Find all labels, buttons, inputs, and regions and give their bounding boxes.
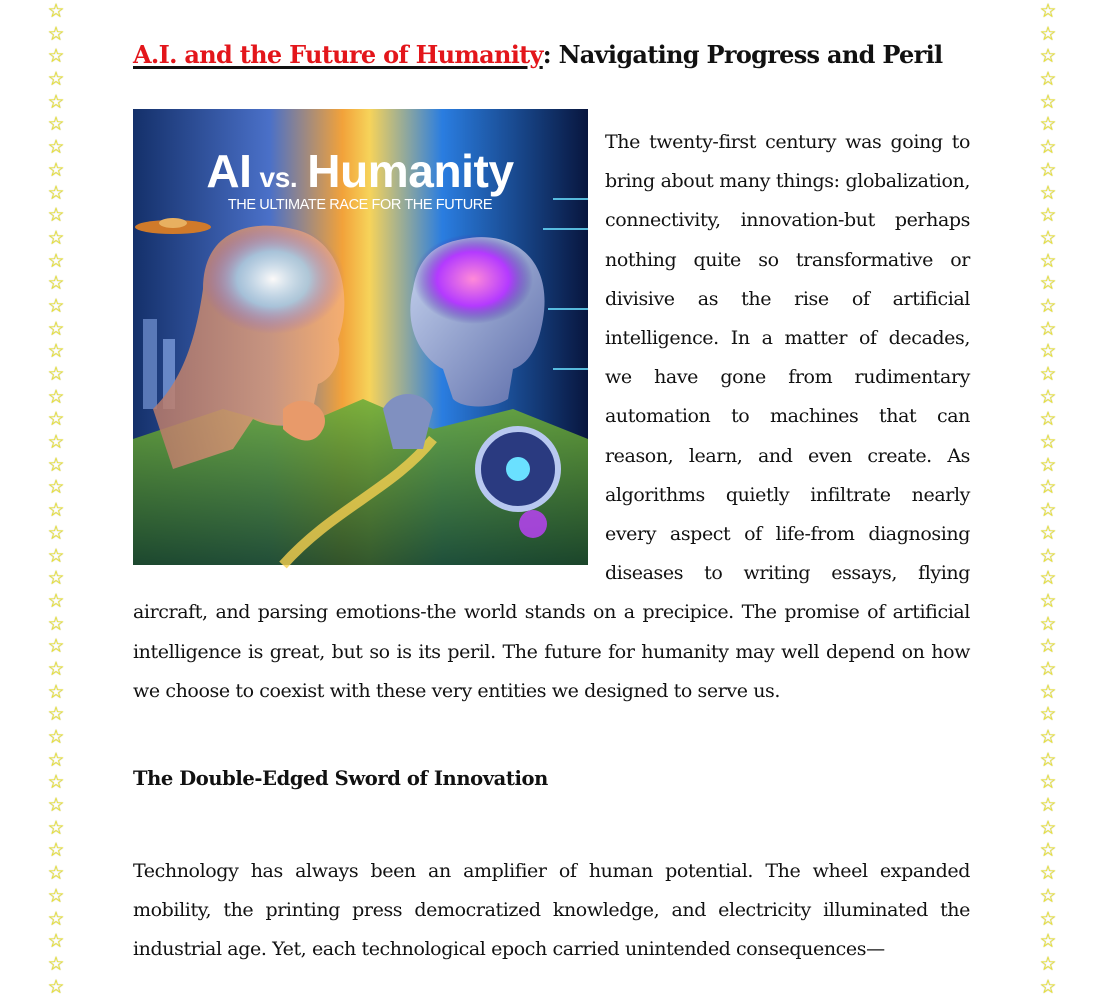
border-star-icon: ☆ (1039, 816, 1057, 839)
border-star-icon: ☆ (47, 158, 65, 181)
border-star-icon: ☆ (1039, 884, 1057, 907)
border-star-icon: ☆ (47, 975, 65, 998)
border-star-icon: ☆ (1039, 385, 1057, 408)
image-subtitle: THE ULTIMATE RACE FOR THE FUTURE (227, 197, 493, 213)
border-star-icon: ☆ (47, 816, 65, 839)
border-star-icon: ☆ (1039, 680, 1057, 703)
border-star-icon: ☆ (47, 657, 65, 680)
border-star-icon: ☆ (1039, 612, 1057, 635)
border-star-icon: ☆ (47, 90, 65, 113)
border-star-icon: ☆ (1039, 476, 1057, 499)
border-star-icon: ☆ (1039, 68, 1057, 91)
border-star-icon: ☆ (47, 272, 65, 295)
border-star-icon: ☆ (47, 726, 65, 748)
border-star-icon: ☆ (47, 476, 65, 499)
border-star-icon: ☆ (47, 340, 65, 363)
border-star-icon: ☆ (1039, 907, 1057, 930)
border-star-icon: ☆ (1039, 272, 1057, 295)
border-star-icon: ☆ (1039, 657, 1057, 680)
border-star-icon: ☆ (47, 0, 65, 22)
border-star-icon: ☆ (1039, 862, 1057, 885)
border-star-icon: ☆ (47, 544, 65, 567)
border-star-icon: ☆ (47, 317, 65, 340)
border-star-icon: ☆ (47, 521, 65, 544)
border-star-icon: ☆ (1039, 431, 1057, 454)
border-star-icon: ☆ (47, 589, 65, 612)
border-star-icon: ☆ (1039, 635, 1057, 658)
border-star-icon: ☆ (47, 408, 65, 431)
border-star-icon: ☆ (1039, 249, 1057, 272)
border-star-icon: ☆ (1039, 0, 1057, 22)
border-star-icon: ☆ (47, 907, 65, 930)
border-star-icon: ☆ (1039, 930, 1057, 953)
left-star-border (45, 0, 67, 998)
border-star-icon: ☆ (1039, 22, 1057, 45)
image-headline-ai: AI (206, 145, 252, 197)
border-star-icon: ☆ (47, 204, 65, 227)
border-star-icon: ☆ (1039, 204, 1057, 227)
border-star-icon: ☆ (47, 385, 65, 408)
border-star-icon: ☆ (1039, 589, 1057, 612)
border-star-icon: ☆ (1039, 363, 1057, 385)
border-star-icon: ☆ (47, 363, 65, 385)
title-subtitle: : Navigating Progress and Peril (542, 40, 943, 69)
border-star-icon: ☆ (47, 453, 65, 476)
image-headline-vs: vs. (259, 162, 298, 193)
border-star-icon: ☆ (47, 226, 65, 249)
border-star-icon: ☆ (47, 952, 65, 975)
border-star-icon: ☆ (1039, 794, 1057, 817)
second-paragraph: Technology has always been an amplifier of human potential. The wheel expanded mobility, the printing press democratized knowledge, and electricity illuminated the industrial age. Yet, each technological epoch carried unintended consequences— (133, 860, 970, 961)
border-star-icon: ☆ (47, 862, 65, 885)
border-star-icon: ☆ (1039, 158, 1057, 181)
border-star-icon: ☆ (47, 794, 65, 817)
border-star-icon: ☆ (1039, 703, 1057, 726)
border-star-icon: ☆ (1039, 839, 1057, 862)
image-headline-humanity: Humanity (307, 145, 514, 197)
border-star-icon: ☆ (1039, 771, 1057, 794)
border-star-icon: ☆ (47, 567, 65, 590)
right-star-border (1037, 0, 1059, 998)
border-star-icon: ☆ (1039, 544, 1057, 567)
border-star-icon: ☆ (47, 294, 65, 317)
border-star-icon: ☆ (47, 884, 65, 907)
intro-article (133, 123, 970, 711)
border-star-icon: ☆ (1039, 453, 1057, 476)
border-star-icon: ☆ (1039, 975, 1057, 998)
border-star-icon: ☆ (47, 748, 65, 771)
border-star-icon: ☆ (1039, 181, 1057, 204)
border-star-icon: ☆ (1039, 952, 1057, 975)
border-star-icon: ☆ (1039, 340, 1057, 363)
intro-paragraph-text: The twenty-first century was going to bring about many things: globalization, connectivity, innovation-but perhaps nothing quite so transformative or divisive as the rise of artificial intelligence. In a matter of decades, we have gone from rudimentary automation to machines that can reason, learn, and even create. As algorithms quietly infiltrate nearly every aspect of life-from diagnosing diseases to writing essays, flying aircraft, and parsing emotions-the world stands on a precipice. The promise of artificial intelligence is great, but so is its peril. The future for humanity may well depend on how we choose to coexist with these very entities we designed to serve us. (133, 131, 970, 702)
border-star-icon: ☆ (47, 703, 65, 726)
border-star-icon: ☆ (47, 22, 65, 45)
border-star-icon: ☆ (47, 431, 65, 454)
border-star-icon: ☆ (1039, 521, 1057, 544)
border-star-icon: ☆ (47, 45, 65, 68)
border-star-icon: ☆ (47, 249, 65, 272)
ai-vs-humanity-image (133, 109, 588, 565)
border-star-icon: ☆ (47, 680, 65, 703)
border-star-icon: ☆ (47, 499, 65, 522)
border-star-icon: ☆ (1039, 136, 1057, 159)
border-star-icon: ☆ (47, 771, 65, 794)
border-star-icon: ☆ (1039, 748, 1057, 771)
border-star-icon: ☆ (47, 136, 65, 159)
section-heading: The Double-Edged Sword of Innovation (133, 767, 548, 790)
border-star-icon: ☆ (1039, 317, 1057, 340)
border-star-icon: ☆ (1039, 408, 1057, 431)
border-star-icon: ☆ (47, 113, 65, 136)
border-star-icon: ☆ (1039, 726, 1057, 748)
border-star-icon: ☆ (47, 68, 65, 91)
title-main-link[interactable]: A.I. and the Future of Humanity (133, 40, 543, 69)
border-star-icon: ☆ (47, 930, 65, 953)
document-title (133, 40, 970, 69)
border-star-icon: ☆ (1039, 226, 1057, 249)
border-star-icon: ☆ (1039, 567, 1057, 590)
border-star-icon: ☆ (47, 635, 65, 658)
border-star-icon: ☆ (47, 181, 65, 204)
border-star-icon: ☆ (47, 839, 65, 862)
border-star-icon: ☆ (1039, 45, 1057, 68)
border-star-icon: ☆ (1039, 294, 1057, 317)
border-star-icon: ☆ (47, 612, 65, 635)
border-star-icon: ☆ (1039, 90, 1057, 113)
border-star-icon: ☆ (1039, 113, 1057, 136)
border-star-icon: ☆ (1039, 499, 1057, 522)
